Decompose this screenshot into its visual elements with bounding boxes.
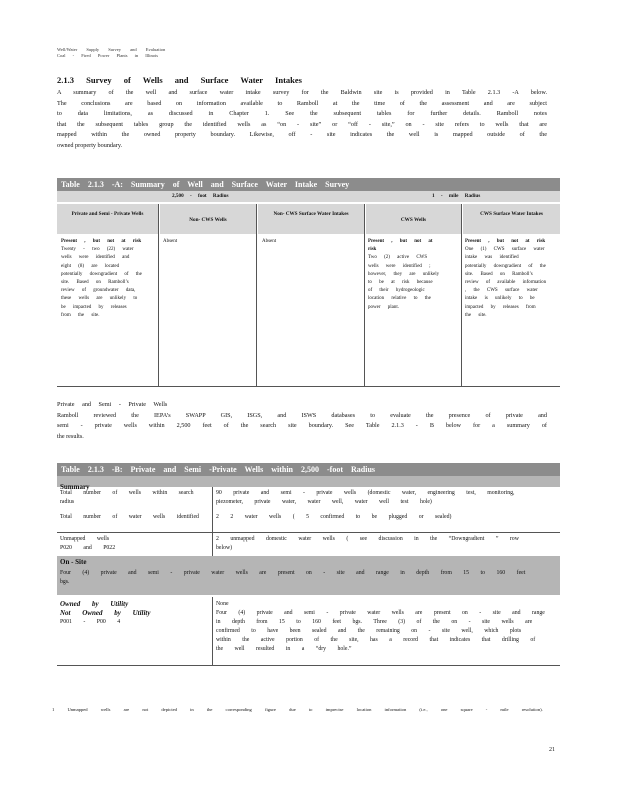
status-text: Present , but not at risk <box>61 239 142 244</box>
owned-by-utility-label: Owned by Utility <box>60 600 129 608</box>
table-b-divider <box>212 487 213 556</box>
col-header-noncws-intakes: Non- CWS Surface Water Intakes <box>258 204 364 234</box>
onsite-section <box>57 556 560 595</box>
intro-line: owned property boundary. <box>57 141 123 149</box>
table-a-divider <box>364 204 365 386</box>
table-a-bottom-rule <box>57 386 560 387</box>
paragraph-line: the results. <box>57 432 84 440</box>
row-unmapped-label <box>60 535 210 553</box>
table-a-radius-row <box>57 191 560 202</box>
table-a-cell-cws-wells <box>368 238 440 312</box>
cell-text: Twenty - two (22) water wells were identified and eight (8) are located potentially downgradient of the site. Based on Ramboll’s review of groundwater data, these wells are unlikely to be impacted by releases from the site. <box>61 247 142 318</box>
footnote: 1 Unmapped wells are not depicted in the corresponding figure due to imprecise location information (i.e., one square - mile resolution). <box>52 707 543 712</box>
owned-labels <box>60 600 210 627</box>
status-text: Present , but not at risk <box>465 239 546 244</box>
row-water-wells-label: Total number of water wells identified <box>60 514 199 520</box>
cell-text: One (1) CWS surface water intake was identified potentially downgradient of the site. Based on Ramboll’s review of available information , the CWS surface water intake is unlikely to be impacted by releases from the site. <box>465 247 547 318</box>
intro-line: The conclusions are based on information available to Ramboll at the time of the assessment and are subject <box>57 99 547 107</box>
page-number: 21 <box>549 747 555 753</box>
header-line-1: Well/Water Supply Survey and Evaluation <box>57 47 166 52</box>
paragraph-heading: Private and Semi - Private Wells <box>57 401 168 408</box>
table-b-divider <box>212 597 213 665</box>
radius-2500-label: 2,500 - foot Radius <box>172 193 229 199</box>
paragraph-line: Ramboll reviewed the IEPA’s SWAPP GIS, ISGS, and ISWS databases to evaluate the presence of private and <box>57 411 547 419</box>
table-a-cell-noncws-wells: Absent <box>163 239 178 244</box>
row-total-wells-label: Total number of wells within search radius <box>60 490 194 505</box>
table-b-bottom-rule <box>57 665 560 666</box>
status-text: Present , but not at risk <box>368 239 433 253</box>
table-a-title: Table 2.1.3 -A: Summary of Well and Surface Water Intake Survey <box>57 178 560 191</box>
intro-paragraph <box>57 88 547 151</box>
onsite-summary: Four (4) private and semi - private water wells are present on - site and range in depth from 15 to 160 feet bgs. <box>60 570 526 585</box>
row-unmapped-value: 2 unmapped domestic water wells ( see discussion in the “Downgradient ” row below) <box>216 536 519 551</box>
table-a-cell-noncws-intakes: Absent <box>262 239 277 244</box>
intro-line: that the subsequent tables group the identified wells as “on - site” or “off - site,” on - site refers to wells that are <box>57 120 547 128</box>
table-a-divider <box>256 204 257 386</box>
owned-values <box>216 600 546 654</box>
private-wells-paragraph <box>57 400 547 442</box>
table-a-divider <box>461 204 462 386</box>
cell-text: Two (2) active CWS wells were identified ; however, they are unlikely to be at risk because of their hydrogeologic location relative to the power plant. <box>368 255 440 310</box>
row-total-wells-value: 90 private and semi - private wells (domestic water, engineering test, monitoring, piezometer, private water, water well, water well test hole) <box>216 490 515 505</box>
paragraph-line: semi - private wells within 2,500 feet of the search site boundary. See Table 2.1.3 - B below for a summary of <box>57 422 547 429</box>
summary-label: Summary <box>60 483 90 491</box>
col-header-cws-intakes: CWS Surface Water Intakes <box>463 204 560 234</box>
row-water-wells-value: 2 2 water wells ( 5 confirmed to be plugged or sealed) <box>216 514 452 520</box>
table-b-rule <box>57 532 560 533</box>
intro-line: mapped within the owned property boundary. Likewise, off - site indicates the well is mapped outside of the <box>57 131 547 138</box>
table-b-summary-bar <box>57 476 560 491</box>
unmapped-label: Unmapped wells <box>60 536 110 542</box>
well-id-range: P001 - P00 4 <box>60 619 121 625</box>
intro-line: to data limitations, as discussed in Chapter 1. See the subsequent tables for further details. Ramboll notes <box>57 110 547 117</box>
section-title: 2.1.3 Survey of Wells and Surface Water Intakes <box>57 75 302 85</box>
header-line-2: Coal - Fired Power Plants in Illinois <box>57 53 158 58</box>
table-a-divider <box>158 204 159 386</box>
col-header-private-wells: Private and Semi - Private Wells <box>57 204 158 234</box>
not-owned-description: Four (4) private and semi - private water wells are present on - site and range in depth from 15 to 160 feet bgs. Three (3) of the on - site wells are confirmed to have been sealed and the remaining on - site well, which plots within the active portion of the site, has a record that indicates that drilling of the well resulted in a “dry hole.” <box>216 610 545 652</box>
radius-1mile-label: 1 - mile Radius <box>432 193 481 199</box>
unmapped-ids: P020 and P022 <box>60 545 116 551</box>
onsite-label: On - Site <box>60 558 87 566</box>
owned-none: None <box>216 601 229 607</box>
table-a-cell-cws-intakes <box>465 238 547 320</box>
running-header <box>57 47 217 59</box>
col-header-noncws-wells: Non- CWS Wells <box>160 204 256 234</box>
table-a-cell-private <box>61 238 143 320</box>
intro-line: A summary of the well and surface water intake survey for the Baldwin site is provided in Table 2.1.3 -A below. <box>57 89 547 96</box>
table-b-title: Table 2.1.3 -B: Private and Semi -Private Wells within 2,500 -foot Radius <box>57 463 560 476</box>
col-header-cws-wells: CWS Wells <box>366 204 461 234</box>
not-owned-label: Not Owned by Utility <box>60 609 151 617</box>
